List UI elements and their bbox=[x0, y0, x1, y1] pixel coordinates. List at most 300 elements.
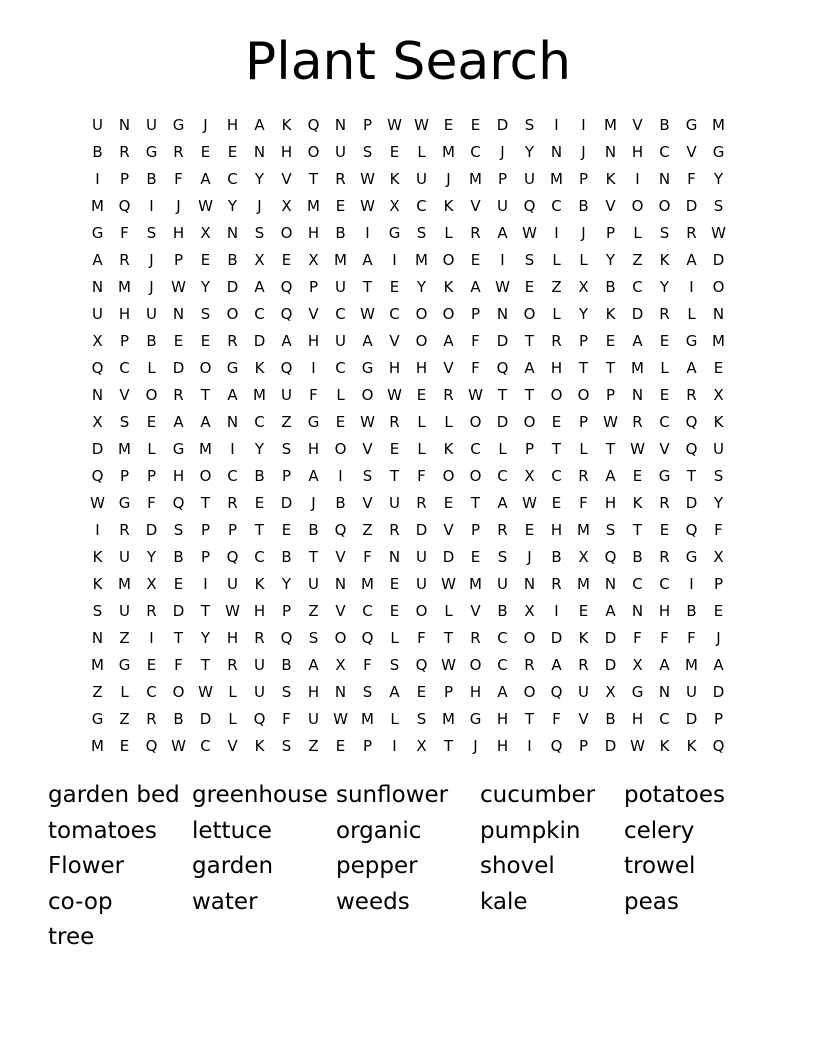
grid-letter[interactable]: R bbox=[443, 386, 454, 404]
grid-letter[interactable]: P bbox=[362, 116, 373, 134]
grid-letter[interactable]: O bbox=[226, 305, 239, 323]
grid-letter[interactable]: E bbox=[200, 332, 211, 350]
grid-letter[interactable]: K bbox=[659, 251, 670, 269]
grid-letter[interactable]: H bbox=[658, 602, 671, 620]
grid-letter[interactable]: N bbox=[91, 629, 104, 647]
grid-letter[interactable]: H bbox=[496, 737, 509, 755]
grid-letter[interactable]: E bbox=[227, 143, 238, 161]
grid-letter[interactable]: E bbox=[605, 332, 616, 350]
grid-letter[interactable]: E bbox=[281, 521, 292, 539]
grid-letter[interactable]: F bbox=[660, 629, 669, 647]
grid-letter[interactable]: D bbox=[604, 737, 617, 755]
grid-letter[interactable]: M bbox=[469, 575, 482, 593]
grid-letter[interactable]: V bbox=[389, 332, 400, 350]
grid-letter[interactable]: T bbox=[632, 521, 643, 539]
grid-letter[interactable]: L bbox=[687, 305, 696, 323]
grid-letter[interactable]: I bbox=[203, 575, 208, 593]
grid-letter[interactable]: O bbox=[712, 278, 725, 296]
grid-letter[interactable]: F bbox=[687, 629, 696, 647]
grid-letter[interactable]: R bbox=[632, 413, 643, 431]
grid-letter[interactable]: K bbox=[92, 575, 103, 593]
grid-letter[interactable]: G bbox=[307, 413, 320, 431]
grid-letter[interactable]: F bbox=[579, 494, 588, 512]
grid-letter[interactable]: Q bbox=[253, 710, 266, 728]
grid-letter[interactable]: U bbox=[578, 683, 589, 701]
grid-letter[interactable]: U bbox=[119, 548, 130, 566]
grid-letter[interactable]: V bbox=[362, 494, 373, 512]
grid-letter[interactable]: Q bbox=[280, 305, 293, 323]
grid-letter[interactable]: W bbox=[198, 197, 213, 215]
grid-letter[interactable]: O bbox=[523, 629, 536, 647]
grid-letter[interactable]: M bbox=[91, 197, 104, 215]
grid-letter[interactable]: W bbox=[522, 224, 537, 242]
grid-letter[interactable]: S bbox=[254, 224, 265, 242]
grid-letter[interactable]: M bbox=[91, 737, 104, 755]
grid-letter[interactable]: K bbox=[254, 575, 265, 593]
grid-letter[interactable]: W bbox=[360, 413, 375, 431]
grid-letter[interactable]: Q bbox=[712, 737, 725, 755]
grid-letter[interactable]: A bbox=[470, 278, 481, 296]
grid-letter[interactable]: E bbox=[443, 494, 454, 512]
grid-letter[interactable]: L bbox=[417, 413, 426, 431]
grid-letter[interactable]: A bbox=[362, 251, 373, 269]
grid-letter[interactable]: L bbox=[633, 224, 642, 242]
grid-letter[interactable]: M bbox=[577, 521, 590, 539]
grid-letter[interactable]: Q bbox=[496, 359, 509, 377]
grid-letter[interactable]: X bbox=[524, 602, 535, 620]
grid-letter[interactable]: I bbox=[554, 224, 559, 242]
grid-letter[interactable]: W bbox=[468, 386, 483, 404]
grid-letter[interactable]: Q bbox=[415, 656, 428, 674]
grid-letter[interactable]: J bbox=[311, 494, 316, 512]
grid-letter[interactable]: Y bbox=[713, 494, 724, 512]
grid-letter[interactable]: A bbox=[254, 116, 265, 134]
grid-letter[interactable]: S bbox=[389, 656, 400, 674]
grid-letter[interactable]: D bbox=[199, 710, 212, 728]
grid-letter[interactable]: B bbox=[551, 548, 562, 566]
grid-letter[interactable]: L bbox=[444, 224, 453, 242]
grid-letter[interactable]: L bbox=[552, 305, 561, 323]
grid-letter[interactable]: W bbox=[495, 278, 510, 296]
grid-letter[interactable]: A bbox=[686, 251, 697, 269]
grid-letter[interactable]: F bbox=[417, 629, 426, 647]
grid-letter[interactable]: X bbox=[416, 737, 427, 755]
grid-letter[interactable]: X bbox=[578, 548, 589, 566]
grid-letter[interactable]: W bbox=[630, 440, 645, 458]
grid-letter[interactable]: U bbox=[335, 143, 346, 161]
grid-letter[interactable]: I bbox=[365, 224, 370, 242]
grid-letter[interactable]: R bbox=[470, 629, 481, 647]
grid-letter[interactable]: O bbox=[469, 656, 482, 674]
grid-letter[interactable]: I bbox=[554, 116, 559, 134]
grid-letter[interactable]: S bbox=[281, 737, 292, 755]
grid-letter[interactable]: G bbox=[712, 143, 725, 161]
grid-letter[interactable]: R bbox=[389, 413, 400, 431]
grid-letter[interactable]: E bbox=[659, 332, 670, 350]
grid-letter[interactable]: H bbox=[307, 224, 320, 242]
grid-letter[interactable]: U bbox=[92, 116, 103, 134]
grid-letter[interactable]: Z bbox=[281, 413, 292, 431]
grid-letter[interactable]: Q bbox=[361, 629, 374, 647]
grid-letter[interactable]: E bbox=[335, 197, 346, 215]
grid-letter[interactable]: B bbox=[632, 548, 643, 566]
grid-letter[interactable]: A bbox=[200, 170, 211, 188]
grid-letter[interactable]: F bbox=[471, 359, 480, 377]
grid-letter[interactable]: X bbox=[254, 251, 265, 269]
grid-letter[interactable]: R bbox=[119, 521, 130, 539]
grid-letter[interactable]: S bbox=[173, 521, 184, 539]
grid-letter[interactable]: J bbox=[203, 116, 208, 134]
grid-letter[interactable]: U bbox=[497, 197, 508, 215]
grid-letter[interactable]: O bbox=[415, 305, 428, 323]
grid-letter[interactable]: E bbox=[713, 359, 724, 377]
grid-letter[interactable]: D bbox=[496, 332, 509, 350]
grid-letter[interactable]: Z bbox=[308, 602, 319, 620]
grid-letter[interactable]: L bbox=[336, 386, 345, 404]
grid-letter[interactable]: C bbox=[335, 359, 346, 377]
grid-letter[interactable]: B bbox=[146, 332, 157, 350]
grid-letter[interactable]: E bbox=[389, 575, 400, 593]
grid-letter[interactable]: T bbox=[605, 440, 616, 458]
grid-letter[interactable]: N bbox=[496, 305, 509, 323]
grid-letter[interactable]: X bbox=[335, 656, 346, 674]
grid-letter[interactable]: I bbox=[554, 602, 559, 620]
grid-letter[interactable]: V bbox=[659, 440, 670, 458]
grid-letter[interactable]: L bbox=[417, 143, 426, 161]
grid-letter[interactable]: G bbox=[145, 143, 158, 161]
grid-letter[interactable]: C bbox=[497, 467, 508, 485]
grid-letter[interactable]: H bbox=[415, 359, 428, 377]
grid-letter[interactable]: S bbox=[200, 305, 211, 323]
grid-letter[interactable]: S bbox=[416, 224, 427, 242]
grid-letter[interactable]: R bbox=[578, 656, 589, 674]
grid-letter[interactable]: I bbox=[689, 278, 694, 296]
grid-letter[interactable]: E bbox=[632, 467, 643, 485]
grid-letter[interactable]: U bbox=[524, 170, 535, 188]
grid-letter[interactable]: N bbox=[604, 575, 617, 593]
grid-letter[interactable]: P bbox=[119, 170, 130, 188]
grid-letter[interactable]: B bbox=[605, 278, 616, 296]
grid-letter[interactable]: X bbox=[524, 467, 535, 485]
grid-letter[interactable]: R bbox=[551, 332, 562, 350]
grid-letter[interactable]: X bbox=[713, 548, 724, 566]
grid-letter[interactable]: A bbox=[254, 278, 265, 296]
grid-letter[interactable]: T bbox=[362, 278, 373, 296]
grid-letter[interactable]: L bbox=[579, 251, 588, 269]
grid-letter[interactable]: R bbox=[119, 251, 130, 269]
grid-letter[interactable]: D bbox=[172, 359, 185, 377]
grid-letter[interactable]: S bbox=[713, 467, 724, 485]
grid-letter[interactable]: W bbox=[387, 386, 402, 404]
grid-letter[interactable]: O bbox=[523, 683, 536, 701]
grid-letter[interactable]: Q bbox=[91, 359, 104, 377]
grid-letter[interactable]: S bbox=[146, 224, 157, 242]
grid-letter[interactable]: D bbox=[253, 332, 266, 350]
grid-letter[interactable]: G bbox=[91, 224, 104, 242]
grid-letter[interactable]: R bbox=[146, 602, 157, 620]
grid-letter[interactable]: L bbox=[579, 440, 588, 458]
grid-letter[interactable]: A bbox=[173, 413, 184, 431]
grid-letter[interactable]: Y bbox=[578, 305, 589, 323]
grid-letter[interactable]: Y bbox=[281, 575, 292, 593]
grid-letter[interactable]: V bbox=[470, 602, 481, 620]
grid-letter[interactable]: Y bbox=[605, 251, 616, 269]
grid-letter[interactable]: M bbox=[577, 575, 590, 593]
grid-letter[interactable]: N bbox=[334, 575, 347, 593]
grid-letter[interactable]: V bbox=[632, 116, 643, 134]
grid-letter[interactable]: X bbox=[578, 278, 589, 296]
grid-letter[interactable]: P bbox=[713, 575, 724, 593]
grid-letter[interactable]: Y bbox=[200, 629, 211, 647]
grid-letter[interactable]: K bbox=[254, 359, 265, 377]
grid-letter[interactable]: G bbox=[685, 548, 698, 566]
grid-letter[interactable]: T bbox=[551, 440, 562, 458]
grid-letter[interactable]: K bbox=[281, 116, 292, 134]
grid-letter[interactable]: E bbox=[416, 386, 427, 404]
grid-letter[interactable]: B bbox=[335, 494, 346, 512]
grid-letter[interactable]: T bbox=[686, 467, 697, 485]
grid-letter[interactable]: S bbox=[119, 413, 130, 431]
grid-letter[interactable]: T bbox=[578, 359, 589, 377]
grid-letter[interactable]: A bbox=[308, 656, 319, 674]
grid-letter[interactable]: I bbox=[635, 170, 640, 188]
grid-letter[interactable]: E bbox=[281, 251, 292, 269]
grid-letter[interactable]: T bbox=[524, 386, 535, 404]
grid-letter[interactable]: K bbox=[254, 737, 265, 755]
grid-letter[interactable]: X bbox=[389, 197, 400, 215]
grid-letter[interactable]: I bbox=[500, 251, 505, 269]
grid-letter[interactable]: H bbox=[307, 440, 320, 458]
grid-letter[interactable]: A bbox=[551, 656, 562, 674]
grid-letter[interactable]: N bbox=[712, 305, 725, 323]
grid-letter[interactable]: K bbox=[605, 170, 616, 188]
grid-letter[interactable]: T bbox=[200, 602, 211, 620]
grid-letter[interactable]: N bbox=[604, 143, 617, 161]
grid-letter[interactable]: C bbox=[119, 359, 130, 377]
grid-letter[interactable]: W bbox=[603, 413, 618, 431]
grid-letter[interactable]: G bbox=[658, 467, 671, 485]
grid-letter[interactable]: Q bbox=[685, 413, 698, 431]
grid-letter[interactable]: U bbox=[416, 575, 427, 593]
grid-letter[interactable]: G bbox=[685, 116, 698, 134]
grid-letter[interactable]: A bbox=[227, 386, 238, 404]
grid-letter[interactable]: M bbox=[361, 710, 374, 728]
grid-letter[interactable]: V bbox=[470, 197, 481, 215]
grid-letter[interactable]: C bbox=[146, 683, 157, 701]
grid-letter[interactable]: E bbox=[470, 548, 481, 566]
grid-letter[interactable]: T bbox=[524, 332, 535, 350]
grid-letter[interactable]: J bbox=[149, 278, 154, 296]
grid-letter[interactable]: J bbox=[500, 143, 505, 161]
grid-letter[interactable]: X bbox=[200, 224, 211, 242]
grid-letter[interactable]: M bbox=[712, 116, 725, 134]
grid-letter[interactable]: R bbox=[416, 494, 427, 512]
grid-letter[interactable]: C bbox=[659, 143, 670, 161]
grid-letter[interactable]: Z bbox=[119, 629, 130, 647]
grid-letter[interactable]: P bbox=[578, 170, 589, 188]
grid-letter[interactable]: R bbox=[470, 224, 481, 242]
grid-letter[interactable]: M bbox=[631, 359, 644, 377]
grid-letter[interactable]: U bbox=[416, 170, 427, 188]
grid-letter[interactable]: Q bbox=[226, 548, 239, 566]
grid-letter[interactable]: V bbox=[308, 305, 319, 323]
grid-letter[interactable]: U bbox=[254, 656, 265, 674]
grid-letter[interactable]: Q bbox=[280, 629, 293, 647]
grid-letter[interactable]: E bbox=[173, 575, 184, 593]
grid-letter[interactable]: R bbox=[686, 224, 697, 242]
grid-letter[interactable]: W bbox=[414, 116, 429, 134]
grid-letter[interactable]: O bbox=[631, 197, 644, 215]
grid-letter[interactable]: P bbox=[443, 683, 454, 701]
grid-letter[interactable]: R bbox=[227, 494, 238, 512]
grid-letter[interactable]: V bbox=[578, 710, 589, 728]
grid-letter[interactable]: A bbox=[605, 467, 616, 485]
grid-letter[interactable]: B bbox=[659, 116, 670, 134]
grid-letter[interactable]: F bbox=[633, 629, 642, 647]
grid-letter[interactable]: U bbox=[335, 278, 346, 296]
grid-letter[interactable]: D bbox=[496, 116, 509, 134]
grid-letter[interactable]: U bbox=[308, 710, 319, 728]
grid-letter[interactable]: P bbox=[578, 737, 589, 755]
grid-letter[interactable]: E bbox=[578, 602, 589, 620]
grid-letter[interactable]: M bbox=[91, 656, 104, 674]
grid-letter[interactable]: W bbox=[198, 683, 213, 701]
grid-letter[interactable]: H bbox=[604, 494, 617, 512]
grid-letter[interactable]: B bbox=[173, 710, 184, 728]
grid-letter[interactable]: N bbox=[631, 386, 644, 404]
grid-letter[interactable]: Y bbox=[524, 143, 535, 161]
grid-letter[interactable]: V bbox=[605, 197, 616, 215]
grid-letter[interactable]: N bbox=[172, 305, 185, 323]
grid-letter[interactable]: C bbox=[659, 413, 670, 431]
grid-letter[interactable]: E bbox=[200, 143, 211, 161]
grid-letter[interactable]: Q bbox=[523, 197, 536, 215]
grid-letter[interactable]: O bbox=[307, 143, 320, 161]
grid-letter[interactable]: W bbox=[360, 305, 375, 323]
grid-letter[interactable]: U bbox=[254, 683, 265, 701]
grid-letter[interactable]: Y bbox=[254, 170, 265, 188]
grid-letter[interactable]: L bbox=[498, 440, 507, 458]
grid-letter[interactable]: L bbox=[444, 602, 453, 620]
grid-letter[interactable]: Z bbox=[551, 278, 562, 296]
grid-letter[interactable]: Y bbox=[254, 440, 265, 458]
grid-letter[interactable]: M bbox=[415, 251, 428, 269]
grid-letter[interactable]: J bbox=[473, 737, 478, 755]
grid-letter[interactable]: G bbox=[118, 494, 131, 512]
grid-letter[interactable]: F bbox=[471, 332, 480, 350]
grid-letter[interactable]: V bbox=[362, 440, 373, 458]
grid-letter[interactable]: W bbox=[360, 197, 375, 215]
grid-letter[interactable]: S bbox=[362, 467, 373, 485]
grid-letter[interactable]: Q bbox=[685, 440, 698, 458]
grid-letter[interactable]: T bbox=[470, 494, 481, 512]
grid-letter[interactable]: L bbox=[228, 683, 237, 701]
grid-letter[interactable]: R bbox=[389, 521, 400, 539]
grid-letter[interactable]: X bbox=[92, 413, 103, 431]
grid-letter[interactable]: C bbox=[227, 467, 238, 485]
grid-letter[interactable]: F bbox=[282, 710, 291, 728]
grid-letter[interactable]: J bbox=[149, 251, 154, 269]
grid-letter[interactable]: N bbox=[226, 224, 239, 242]
grid-letter[interactable]: P bbox=[713, 710, 724, 728]
grid-letter[interactable]: Q bbox=[91, 467, 104, 485]
grid-letter[interactable]: B bbox=[578, 197, 589, 215]
grid-letter[interactable]: O bbox=[469, 467, 482, 485]
grid-letter[interactable]: R bbox=[173, 143, 184, 161]
grid-letter[interactable]: X bbox=[605, 683, 616, 701]
grid-letter[interactable]: P bbox=[605, 224, 616, 242]
grid-letter[interactable]: T bbox=[200, 386, 211, 404]
grid-letter[interactable]: S bbox=[605, 521, 616, 539]
grid-letter[interactable]: D bbox=[550, 629, 563, 647]
grid-letter[interactable]: N bbox=[253, 143, 266, 161]
grid-letter[interactable]: C bbox=[659, 710, 670, 728]
grid-letter[interactable]: C bbox=[254, 413, 265, 431]
grid-letter[interactable]: U bbox=[119, 602, 130, 620]
grid-letter[interactable]: M bbox=[712, 332, 725, 350]
grid-letter[interactable]: P bbox=[578, 332, 589, 350]
grid-letter[interactable]: L bbox=[390, 710, 399, 728]
grid-letter[interactable]: N bbox=[226, 413, 239, 431]
grid-letter[interactable]: L bbox=[444, 413, 453, 431]
grid-letter[interactable]: K bbox=[632, 494, 643, 512]
grid-letter[interactable]: U bbox=[146, 116, 157, 134]
grid-letter[interactable]: I bbox=[338, 467, 343, 485]
grid-letter[interactable]: C bbox=[632, 575, 643, 593]
grid-letter[interactable]: A bbox=[308, 467, 319, 485]
grid-letter[interactable]: R bbox=[335, 170, 346, 188]
grid-letter[interactable]: F bbox=[309, 386, 318, 404]
grid-letter[interactable]: S bbox=[659, 224, 670, 242]
grid-letter[interactable]: A bbox=[524, 359, 535, 377]
grid-letter[interactable]: I bbox=[311, 359, 316, 377]
grid-letter[interactable]: Q bbox=[280, 359, 293, 377]
grid-letter[interactable]: A bbox=[497, 494, 508, 512]
grid-letter[interactable]: D bbox=[172, 602, 185, 620]
grid-letter[interactable]: G bbox=[91, 710, 104, 728]
grid-letter[interactable]: Q bbox=[550, 683, 563, 701]
grid-letter[interactable]: R bbox=[659, 305, 670, 323]
grid-letter[interactable]: E bbox=[470, 251, 481, 269]
grid-letter[interactable]: K bbox=[578, 629, 589, 647]
grid-letter[interactable]: E bbox=[713, 602, 724, 620]
grid-letter[interactable]: F bbox=[174, 656, 183, 674]
grid-letter[interactable]: S bbox=[362, 143, 373, 161]
grid-letter[interactable]: P bbox=[281, 467, 292, 485]
grid-letter[interactable]: Y bbox=[227, 197, 238, 215]
grid-letter[interactable]: B bbox=[146, 170, 157, 188]
grid-letter[interactable]: D bbox=[604, 629, 617, 647]
grid-letter[interactable]: X bbox=[146, 575, 157, 593]
grid-letter[interactable]: G bbox=[226, 359, 239, 377]
grid-letter[interactable]: I bbox=[392, 251, 397, 269]
grid-letter[interactable]: O bbox=[361, 386, 374, 404]
grid-letter[interactable]: B bbox=[686, 602, 697, 620]
grid-letter[interactable]: A bbox=[605, 602, 616, 620]
grid-letter[interactable]: T bbox=[443, 737, 454, 755]
grid-letter[interactable]: W bbox=[171, 737, 186, 755]
grid-letter[interactable]: G bbox=[631, 683, 644, 701]
grid-letter[interactable]: K bbox=[443, 278, 454, 296]
grid-letter[interactable]: O bbox=[334, 440, 347, 458]
grid-letter[interactable]: K bbox=[443, 197, 454, 215]
grid-letter[interactable]: D bbox=[145, 521, 158, 539]
grid-letter[interactable]: T bbox=[308, 170, 319, 188]
grid-letter[interactable]: R bbox=[551, 575, 562, 593]
grid-letter[interactable]: M bbox=[685, 656, 698, 674]
grid-letter[interactable]: H bbox=[550, 359, 563, 377]
grid-letter[interactable]: C bbox=[632, 278, 643, 296]
